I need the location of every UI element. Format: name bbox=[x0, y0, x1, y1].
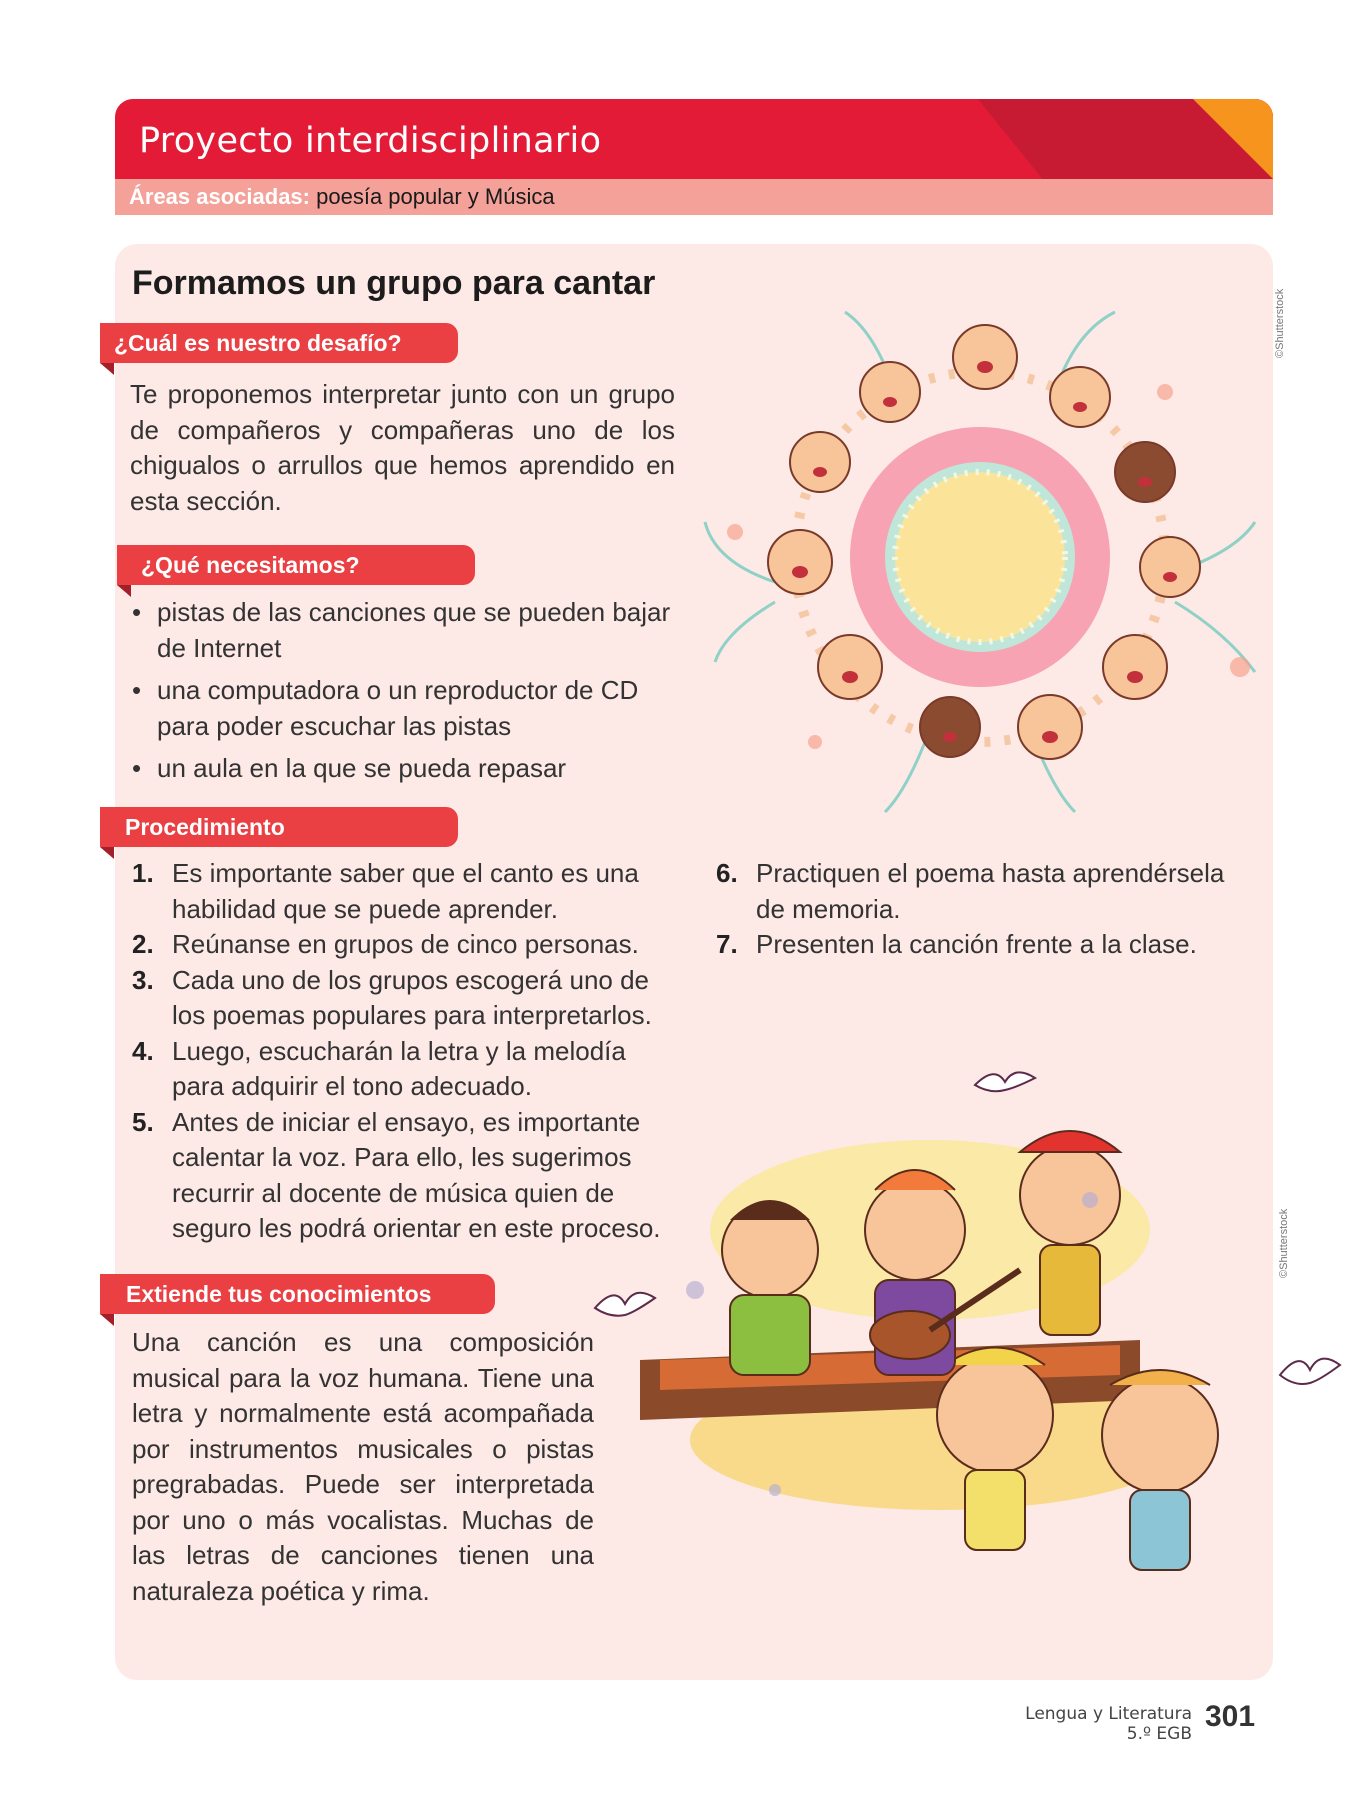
list-item: • un aula en la que se pueda repasar bbox=[130, 751, 685, 787]
areas-value: poesía popular y Música bbox=[316, 184, 555, 209]
step-number: 5. bbox=[132, 1106, 154, 1137]
step-text: Antes de iniciar el ensayo, es importante calentar la voz. Para ello, les sugerimos recurrir al docente de música quien de seguro les podrá orientar en este proceso. bbox=[172, 1106, 661, 1243]
step-text: Luego, escucharán la letra y la melodía para adquirir el tono adecuado. bbox=[172, 1035, 626, 1101]
bird-icon bbox=[970, 1060, 1040, 1100]
page-number: 301 bbox=[1205, 1700, 1256, 1733]
dua-subtitle: Participación bbox=[959, 44, 1091, 67]
procedure-steps-left bbox=[132, 856, 667, 1247]
step-text: Es importante saber que el canto es una habilidad que se puede aprender. bbox=[172, 858, 639, 924]
kids-singing-illustration bbox=[600, 1060, 1250, 1630]
list-item: • una computadora o un reproductor de CD para poder escuchar las pistas bbox=[130, 673, 685, 744]
kids-circle-illustration bbox=[695, 272, 1275, 832]
needs-heading: ¿Qué necesitamos? bbox=[117, 545, 475, 585]
bird-icon bbox=[590, 1280, 660, 1325]
step-number: 2. bbox=[132, 929, 154, 959]
areas-bar bbox=[115, 179, 1273, 215]
step-text: Practiquen el poema hasta aprendérsela de memoria. bbox=[756, 858, 1225, 924]
footer-subject: Lengua y Literatura bbox=[1025, 1704, 1192, 1724]
step-text: Reúnanse en grupos de cinco personas. bbox=[172, 929, 639, 959]
step-number: 7. bbox=[716, 929, 738, 959]
areas-label: Áreas asociadas: bbox=[129, 184, 310, 209]
procedure-step bbox=[716, 927, 1246, 963]
procedure-step bbox=[716, 856, 1246, 927]
procedure-step bbox=[132, 856, 667, 927]
procedure-heading: Procedimiento bbox=[100, 807, 458, 847]
challenge-heading: ¿Cuál es nuestro desafío? bbox=[100, 323, 458, 363]
challenge-text: Te proponemos interpretar junto con un grupo de compañeros y compañeras uno de los chigualos o arrullos que hemos aprendido en esta sección. bbox=[130, 379, 675, 516]
procedure-step bbox=[132, 1105, 667, 1247]
bird-icon bbox=[1275, 1345, 1345, 1395]
step-number: 3. bbox=[132, 964, 154, 995]
step-number: 4. bbox=[132, 1035, 154, 1066]
step-text: Cada uno de los grupos escogerá uno de los poemas populares para interpretarlos. bbox=[172, 964, 652, 1030]
extend-text: Una canción es una composición musical para la voz humana. Tiene una letra y normalmente está acompañada por instrumentos musicales o pistas pregrabadas. Puede ser interpretada por uno o más vocalistas. Muchas de las letras de canciones tienen una naturaleza poética y rima. bbox=[132, 1327, 594, 1606]
step-text: Presenten la canción frente a la clase. bbox=[756, 929, 1197, 959]
project-header bbox=[115, 99, 1273, 179]
step-number: 1. bbox=[132, 858, 154, 888]
needs-list bbox=[130, 595, 685, 794]
project-title: Proyecto interdisciplinario bbox=[139, 121, 602, 161]
procedure-step bbox=[132, 963, 667, 1034]
procedure-steps-right bbox=[716, 856, 1246, 963]
photo-credit-bottom: ©Shutterstock bbox=[1278, 1208, 1290, 1278]
photo-credit-top: ©Shutterstock bbox=[1274, 288, 1286, 358]
dua-title: DUA bbox=[996, 10, 1054, 40]
step-number: 6. bbox=[716, 858, 738, 888]
extend-heading: Extiende tus conocimientos bbox=[100, 1274, 495, 1314]
section-title: Formamos un grupo para cantar bbox=[132, 264, 656, 302]
list-item: • pistas de las canciones que se pueden bajar de Internet bbox=[130, 595, 685, 666]
procedure-step bbox=[132, 1034, 667, 1105]
footer-grade: 5.º EGB bbox=[1126, 1724, 1192, 1744]
procedure-step bbox=[132, 927, 667, 963]
